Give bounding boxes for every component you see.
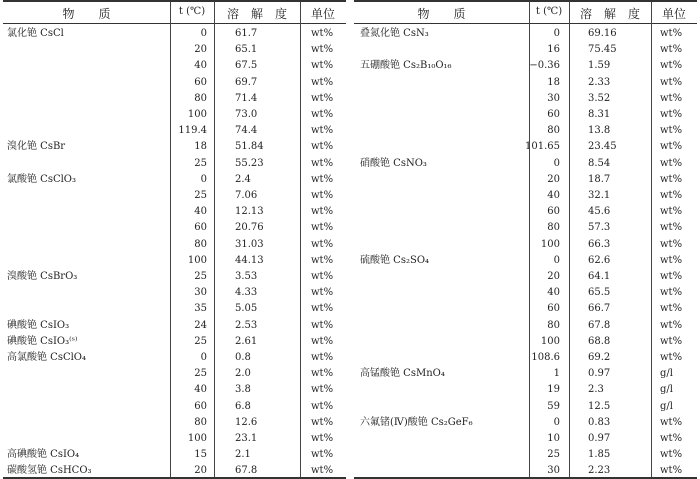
substance-name: 氯酸铯 CsClO₃ [7,173,77,185]
table-header [354,2,697,24]
unit-cell: wt% [660,125,683,137]
unit-cell: wt% [660,287,683,299]
header-temperature: t (℃) [178,6,206,17]
solubility-cell: 66.3 [588,238,611,250]
temperature-cell: 60 [194,222,207,234]
temperature-cell: −0.36 [529,60,560,72]
solubility-cell: 12.13 [235,206,264,218]
solubility-cell: 67.8 [588,319,611,331]
solubility-cell: 51.84 [235,141,264,153]
solubility-cell: 2.53 [235,319,258,331]
unit-cell: wt% [311,400,334,412]
temperature-cell: 0 [553,157,560,169]
solubility-cell: 1.59 [588,60,611,72]
temperature-cell: 101.65 [525,141,560,153]
temperature-cell: 25 [194,335,207,347]
header-unit: 单位 [661,7,686,21]
unit-cell: wt% [660,352,683,363]
left-table [3,0,346,479]
temperature-cell: 20 [547,271,560,282]
header-solubility: 溶 解 度 [579,7,640,21]
unit-cell: wt% [311,157,334,169]
temperature-cell: 19 [547,384,560,396]
temperature-cell: 20 [194,465,207,477]
solubility-cell: 62.6 [588,254,611,266]
solubility-cell: 66.7 [588,303,611,315]
unit-cell: wt% [311,384,334,396]
temperature-cell: 25 [194,271,207,282]
column-divider [300,2,301,477]
solubility-cell: 61.7 [235,28,258,39]
temperature-cell: 80 [194,238,207,250]
solubility-cell: 65.1 [235,44,258,56]
solubility-cell: 0.83 [588,416,611,428]
solubility-cell: 2.61 [235,335,258,347]
unit-cell: g/l [660,400,673,412]
unit-cell: wt% [311,206,334,218]
temperature-cell: 18 [547,76,560,88]
temperature-cell: 100 [540,335,560,347]
unit-cell: wt% [660,416,683,428]
column-divider [214,2,215,477]
solubility-cell: 8.54 [588,157,611,169]
substance-name: 溴化铯 CsBr [7,141,66,153]
temperature-cell: 25 [547,449,560,461]
unit-cell: wt% [660,465,683,477]
solubility-cell: 57.3 [588,222,611,234]
temperature-cell: 0 [553,254,560,266]
temperature-cell: 108.6 [531,352,560,363]
solubility-cell: 2.33 [588,76,611,88]
solubility-cell: 69.2 [588,352,611,363]
unit-cell: wt% [660,109,683,120]
unit-cell: wt% [311,368,334,380]
solubility-cell: 75.45 [588,44,617,56]
solubility-cell: 2.23 [588,465,611,477]
solubility-cell: 8.31 [588,109,611,120]
solubility-cell: 12.6 [235,416,258,428]
substance-name: 叠氮化铯 CsN₃ [360,28,429,39]
temperature-cell: 0 [553,416,560,428]
solubility-cell: 69.16 [588,28,617,39]
solubility-cell: 44.13 [235,254,264,266]
substance-name: 六氟锗(Ⅳ)酸铯 Cs₂GeF₆ [360,416,473,428]
substance-name: 碘酸铯 CsIO₃ [7,319,70,331]
solubility-cell: 69.7 [235,76,258,88]
solubility-cell: 2.1 [235,449,251,461]
header-solubility: 溶 解 度 [226,7,287,21]
solubility-cell: 6.8 [235,400,251,412]
solubility-cell: 74.4 [235,125,258,137]
solubility-cell: 1.85 [588,449,611,461]
unit-cell: wt% [311,190,334,201]
solubility-cell: 73.0 [235,109,258,120]
solubility-cell: 23.45 [588,141,617,153]
solubility-cell: 0.97 [588,368,611,380]
substance-name: 碳酸氢铯 CsHCO₃ [7,465,92,477]
unit-cell: wt% [311,76,334,88]
solubility-cell: 18.7 [588,173,611,185]
temperature-cell: 100 [540,238,560,250]
temperature-cell: 0 [200,28,207,39]
unit-cell: g/l [660,384,673,396]
unit-cell: wt% [311,60,334,72]
solubility-cell: 4.33 [235,287,258,299]
unit-cell: wt% [660,254,683,266]
unit-cell: wt% [311,109,334,120]
substance-name: 碘酸铯 CsIO₃⁽ˢ⁾ [7,335,78,347]
temperature-cell: 25 [194,190,207,201]
solubility-cell: 12.5 [588,400,611,412]
solubility-cell: 23.1 [235,433,258,444]
temperature-cell: 59 [547,400,560,412]
solubility-cell: 0.8 [235,352,251,363]
solubility-cell: 68.8 [588,335,611,347]
temperature-cell: 24 [194,319,207,331]
solubility-cell: 5.05 [235,303,258,315]
unit-cell: wt% [311,222,334,234]
unit-cell: wt% [311,141,334,153]
unit-cell: wt% [311,173,334,185]
header-unit: 单位 [310,7,335,21]
temperature-cell: 40 [194,206,207,218]
temperature-cell: 80 [547,222,560,234]
table-header [3,2,346,24]
temperature-cell: 0 [200,352,207,363]
header-substance: 物 质 [417,7,466,21]
temperature-cell: 30 [547,465,560,477]
unit-cell: wt% [660,319,683,331]
temperature-cell: 0 [553,28,560,39]
solubility-cell: 45.6 [588,206,611,218]
temperature-cell: 80 [194,92,207,104]
temperature-cell: 80 [547,125,560,137]
solubility-cell: 31.03 [235,238,264,250]
unit-cell: wt% [311,271,334,282]
solubility-cell: 3.53 [235,271,258,282]
unit-cell: wt% [660,303,683,315]
solubility-cell: 3.52 [588,92,611,104]
header-temperature: t (℃) [535,6,563,17]
column-divider [569,2,570,477]
unit-cell: wt% [311,352,334,363]
unit-cell: wt% [311,92,334,104]
unit-cell: wt% [311,125,334,137]
temperature-cell: 119.4 [178,125,207,137]
temperature-cell: 25 [194,157,207,169]
solubility-cell: 3.8 [235,384,251,396]
temperature-cell: 40 [194,60,207,72]
substance-name: 硫酸铯 Cs₂SO₄ [360,254,430,266]
temperature-cell: 60 [547,303,560,315]
solubility-cell: 55.23 [235,157,264,169]
unit-cell: wt% [311,254,334,266]
unit-cell: wt% [660,449,683,461]
column-divider [651,2,652,477]
unit-cell: wt% [311,28,334,39]
temperature-cell: 35 [194,303,207,315]
solubility-cell: 13.8 [588,125,611,137]
solubility-cell: 65.5 [588,287,611,299]
temperature-cell: 15 [194,449,207,461]
temperature-cell: 40 [547,287,560,299]
temperature-cell: 1 [553,368,560,380]
unit-cell: wt% [311,319,334,331]
temperature-cell: 30 [547,92,560,104]
solubility-cell: 2.0 [235,368,251,380]
unit-cell: wt% [660,173,683,185]
unit-cell: wt% [660,28,683,39]
unit-cell: wt% [660,271,683,282]
unit-cell: wt% [660,433,683,444]
temperature-cell: 80 [194,416,207,428]
unit-cell: wt% [660,222,683,234]
unit-cell: wt% [660,44,683,56]
unit-cell: wt% [660,335,683,347]
temperature-cell: 40 [547,190,560,201]
unit-cell: wt% [660,206,683,218]
temperature-cell: 10 [547,433,560,444]
unit-cell: wt% [660,92,683,104]
temperature-cell: 25 [194,368,207,380]
unit-cell: wt% [311,449,334,461]
unit-cell: wt% [660,141,683,153]
solubility-cell: 2.4 [235,173,251,185]
solubility-cell: 2.3 [588,384,604,396]
solubility-cell: 64.1 [588,271,611,282]
unit-cell: wt% [311,238,334,250]
solubility-cell: 71.4 [235,92,258,104]
solubility-cell: 7.06 [235,190,258,201]
solubility-cell: 67.5 [235,60,258,72]
temperature-cell: 80 [547,319,560,331]
solubility-cell: 0.97 [588,433,611,444]
temperature-cell: 60 [194,76,207,88]
substance-name: 氯化铯 CsCl [7,28,64,39]
unit-cell: wt% [311,303,334,315]
substance-name: 高氯酸铯 CsClO₄ [7,352,87,363]
temperature-cell: 40 [194,384,207,396]
unit-cell: wt% [660,238,683,250]
solubility-cell: 20.76 [235,222,264,234]
temperature-cell: 100 [187,109,207,120]
unit-cell: wt% [311,416,334,428]
unit-cell: g/l [660,368,673,380]
unit-cell: wt% [660,60,683,72]
solubility-cell: 67.8 [235,465,258,477]
unit-cell: wt% [660,157,683,169]
temperature-cell: 18 [194,141,207,153]
substance-name: 溴酸铯 CsBrO₃ [7,271,78,282]
unit-cell: wt% [311,335,334,347]
substance-name: 硝酸铯 CsNO₃ [360,157,427,169]
unit-cell: wt% [311,287,334,299]
substance-name: 高碘酸铯 CsIO₄ [7,449,80,461]
temperature-cell: 30 [194,287,207,299]
unit-cell: wt% [311,44,334,56]
temperature-cell: 60 [547,206,560,218]
temperature-cell: 100 [187,254,207,266]
right-table [354,0,697,479]
solubility-cell: 32.1 [588,190,611,201]
temperature-cell: 0 [200,173,207,185]
temperature-cell: 60 [194,400,207,412]
header-substance: 物 质 [62,7,111,21]
unit-cell: wt% [311,465,334,477]
temperature-cell: 20 [547,173,560,185]
temperature-cell: 20 [194,44,207,56]
unit-cell: wt% [311,433,334,444]
unit-cell: wt% [660,190,683,201]
temperature-cell: 16 [547,44,560,56]
temperature-cell: 100 [187,433,207,444]
temperature-cell: 60 [547,109,560,120]
substance-name: 五硼酸铯 Cs₂B₁₀O₁₆ [360,60,452,72]
substance-name: 高锰酸铯 CsMnO₄ [360,368,445,380]
unit-cell: wt% [660,76,683,88]
